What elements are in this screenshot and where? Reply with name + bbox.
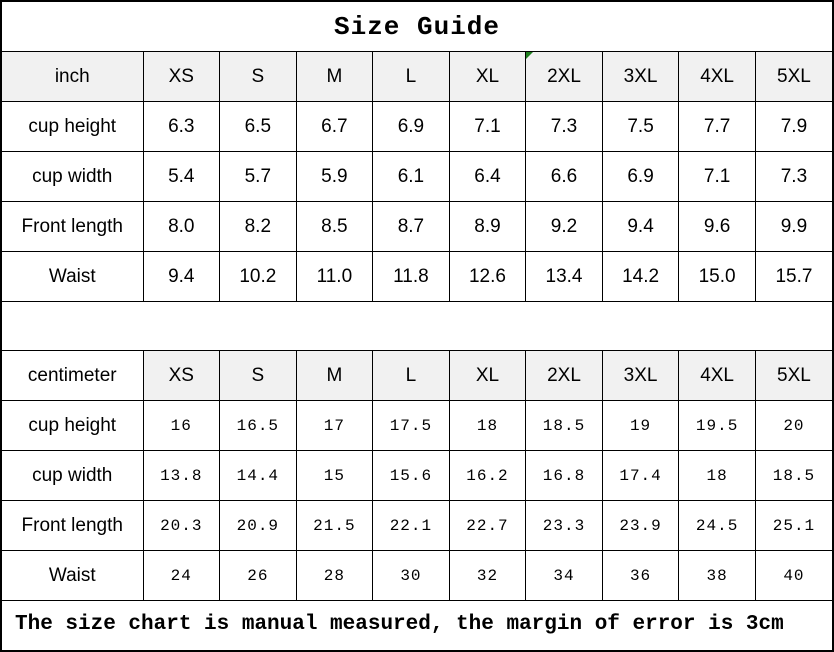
- spacer-row: [2, 301, 832, 351]
- size-col-header-xl: XL: [449, 351, 526, 401]
- value-cell: 5.4: [143, 152, 220, 202]
- value-cell: 20.9: [220, 501, 297, 551]
- value-cell: 5.9: [296, 152, 373, 202]
- value-cell: 9.4: [143, 252, 220, 302]
- size-col-header-m: M: [296, 52, 373, 102]
- value-cell: 24: [143, 551, 220, 601]
- value-cell: 16.2: [449, 451, 526, 501]
- size-col-header-3xl: 3XL: [602, 351, 679, 401]
- table-row: [2, 202, 832, 252]
- row-label: Waist: [2, 551, 143, 601]
- value-cell: 7.9: [755, 102, 832, 152]
- value-cell: 9.2: [526, 202, 603, 252]
- value-cell: 18.5: [526, 401, 603, 451]
- row-label: cup height: [2, 102, 143, 152]
- inch-unit-header: inch: [2, 52, 143, 102]
- value-cell: 9.4: [602, 202, 679, 252]
- size-col-header-xs: XS: [143, 52, 220, 102]
- value-cell: 9.6: [679, 202, 756, 252]
- value-cell: 7.1: [449, 102, 526, 152]
- size-col-header-4xl: 4XL: [679, 52, 756, 102]
- size-col-header-5xl: 5XL: [755, 52, 832, 102]
- value-cell: 7.1: [679, 152, 756, 202]
- value-cell: 21.5: [296, 501, 373, 551]
- inch-table: [2, 52, 832, 301]
- value-cell: 14.4: [220, 451, 297, 501]
- value-cell: 25.1: [755, 501, 832, 551]
- value-cell: 12.6: [449, 252, 526, 302]
- table-row: [2, 451, 832, 501]
- table-row: [2, 401, 832, 451]
- value-cell: 16.5: [220, 401, 297, 451]
- value-cell: 11.8: [373, 252, 450, 302]
- value-cell: 34: [526, 551, 603, 601]
- value-cell: 18.5: [755, 451, 832, 501]
- value-cell: 17.5: [373, 401, 450, 451]
- row-label: Front length: [2, 501, 143, 551]
- value-cell: 8.9: [449, 202, 526, 252]
- value-cell: 8.0: [143, 202, 220, 252]
- size-col-header-xs: XS: [143, 351, 220, 401]
- value-cell: 17: [296, 401, 373, 451]
- value-cell: 6.9: [373, 102, 450, 152]
- value-cell: 17.4: [602, 451, 679, 501]
- value-cell: 26: [220, 551, 297, 601]
- value-cell: 8.7: [373, 202, 450, 252]
- value-cell: 32: [449, 551, 526, 601]
- row-label: cup width: [2, 152, 143, 202]
- row-label: cup width: [2, 451, 143, 501]
- value-cell: 19: [602, 401, 679, 451]
- value-cell: 15.6: [373, 451, 450, 501]
- value-cell: 6.6: [526, 152, 603, 202]
- size-col-header-s: S: [220, 351, 297, 401]
- size-col-header-3xl: 3XL: [602, 52, 679, 102]
- size-col-header-2xl: [526, 52, 603, 102]
- table-row: [2, 102, 832, 152]
- cm-header-row: [2, 351, 832, 401]
- value-cell: 13.4: [526, 252, 603, 302]
- size-col-header-m: M: [296, 351, 373, 401]
- value-cell: 6.4: [449, 152, 526, 202]
- row-label: Waist: [2, 252, 143, 302]
- value-cell: 40: [755, 551, 832, 601]
- value-cell: 13.8: [143, 451, 220, 501]
- value-cell: 24.5: [679, 501, 756, 551]
- size-col-header-l: L: [373, 52, 450, 102]
- size-col-header-2xl-label: 2XL: [547, 65, 581, 87]
- value-cell: 18: [449, 401, 526, 451]
- size-col-header-s: S: [220, 52, 297, 102]
- size-col-header-l: L: [373, 351, 450, 401]
- table-row: [2, 152, 832, 202]
- value-cell: 7.7: [679, 102, 756, 152]
- table-row: [2, 551, 832, 601]
- value-cell: 6.1: [373, 152, 450, 202]
- measurement-note: The size chart is manual measured, the margin of error is 3cm: [2, 600, 832, 648]
- value-cell: 22.7: [449, 501, 526, 551]
- value-cell: 23.3: [526, 501, 603, 551]
- value-cell: 6.5: [220, 102, 297, 152]
- inch-header-row: [2, 52, 832, 102]
- value-cell: 15.0: [679, 252, 756, 302]
- value-cell: 20: [755, 401, 832, 451]
- value-cell: 14.2: [602, 252, 679, 302]
- table-row: [2, 252, 832, 302]
- value-cell: 23.9: [602, 501, 679, 551]
- value-cell: 30: [373, 551, 450, 601]
- cm-unit-header: centimeter: [2, 351, 143, 401]
- size-col-header-4xl: 4XL: [679, 351, 756, 401]
- value-cell: 28: [296, 551, 373, 601]
- comment-marker-icon: [526, 52, 533, 59]
- value-cell: 5.7: [220, 152, 297, 202]
- size-col-header-2xl: 2XL: [526, 351, 603, 401]
- value-cell: 11.0: [296, 252, 373, 302]
- value-cell: 7.3: [755, 152, 832, 202]
- size-col-header-xl: XL: [449, 52, 526, 102]
- value-cell: 8.2: [220, 202, 297, 252]
- value-cell: 15.7: [755, 252, 832, 302]
- row-label: Front length: [2, 202, 143, 252]
- value-cell: 18: [679, 451, 756, 501]
- value-cell: 6.9: [602, 152, 679, 202]
- value-cell: 36: [602, 551, 679, 601]
- row-label: cup height: [2, 401, 143, 451]
- value-cell: 10.2: [220, 252, 297, 302]
- page-title: Size Guide: [2, 2, 832, 52]
- value-cell: 22.1: [373, 501, 450, 551]
- size-col-header-5xl: 5XL: [755, 351, 832, 401]
- table-row: [2, 501, 832, 551]
- value-cell: 38: [679, 551, 756, 601]
- value-cell: 6.7: [296, 102, 373, 152]
- centimeter-table: [2, 351, 832, 600]
- value-cell: 16.8: [526, 451, 603, 501]
- value-cell: 8.5: [296, 202, 373, 252]
- value-cell: 19.5: [679, 401, 756, 451]
- value-cell: 6.3: [143, 102, 220, 152]
- value-cell: 16: [143, 401, 220, 451]
- value-cell: 20.3: [143, 501, 220, 551]
- value-cell: 7.5: [602, 102, 679, 152]
- value-cell: 15: [296, 451, 373, 501]
- value-cell: 7.3: [526, 102, 603, 152]
- value-cell: 9.9: [755, 202, 832, 252]
